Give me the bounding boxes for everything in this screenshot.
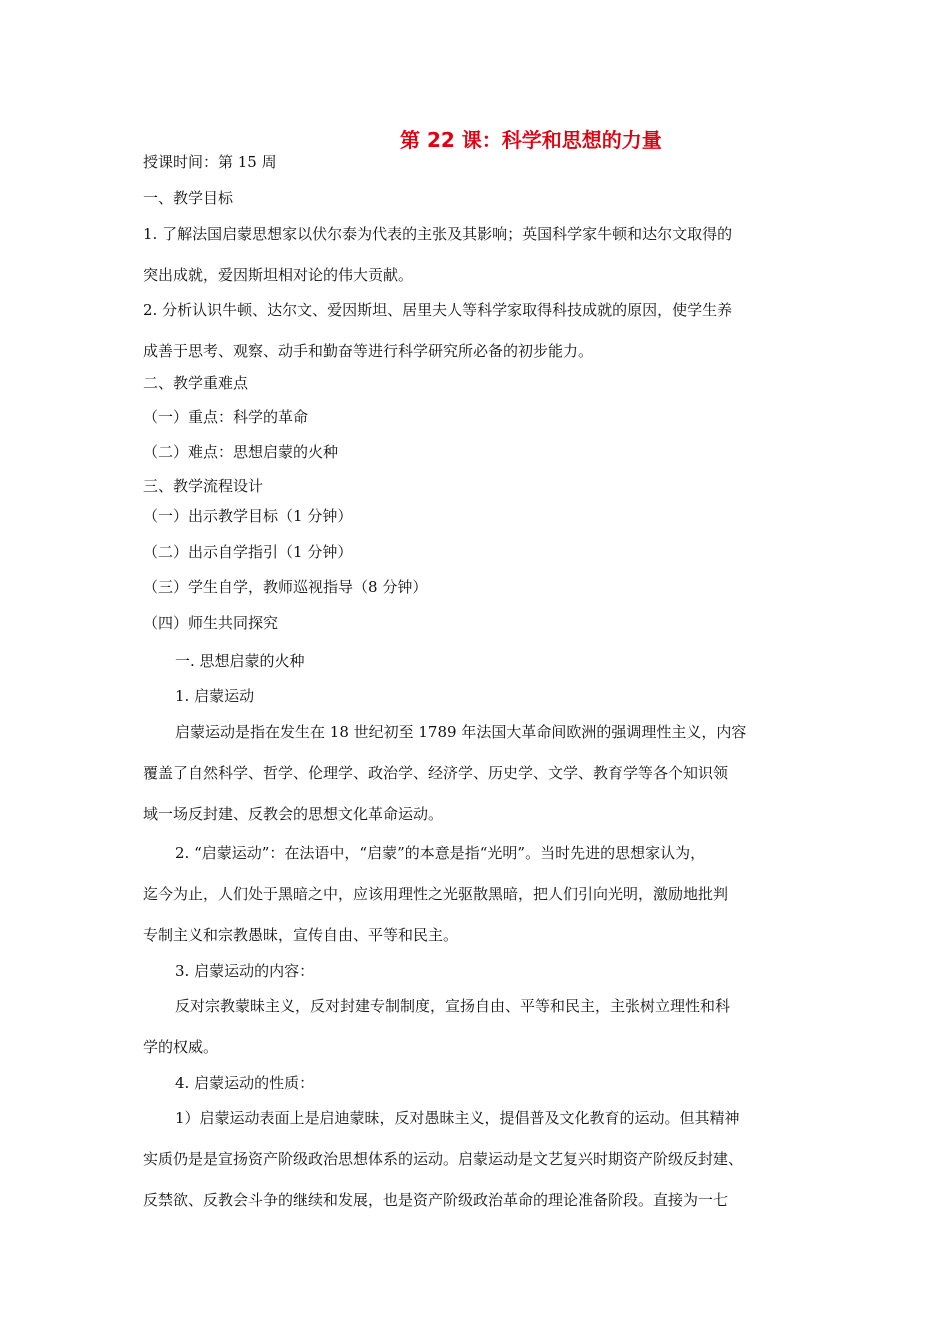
lesson-title: 第 22 课：科学和思想的力量 xyxy=(400,128,662,152)
teaching-time: 授课时间：第 15 周 xyxy=(143,153,277,171)
key-point: （一）重点：科学的革命 xyxy=(143,408,309,426)
goal-1-line-1: 1. 了解法国启蒙思想家以伏尔泰为代表的主张及其影响；英国科学家牛顿和达尔文取得的 xyxy=(143,225,733,243)
process-step-4: （四）师生共同探究 xyxy=(143,614,279,632)
item-3-text-line-1: 反对宗教蒙昧主义，反对封建专制制度，宣扬自由、平等和民主，主张树立理性和科 xyxy=(175,997,731,1015)
subheading-enlightenment: 一. 思想启蒙的火种 xyxy=(175,652,305,670)
section-heading-process: 三、教学流程设计 xyxy=(143,477,264,495)
process-step-2: （二）出示自学指引（1 分钟） xyxy=(143,543,353,561)
process-step-3: （三）学生自学，教师巡视指导（8 分钟） xyxy=(143,578,428,596)
item-4-heading: 4. 启蒙运动的性质： xyxy=(175,1074,315,1092)
difficult-point: （二）难点：思想启蒙的火种 xyxy=(143,443,339,461)
item-1-text-line-1: 启蒙运动是指在发生在 18 世纪初至 1789 年法国大革命间欧洲的强调理性主义，内容 xyxy=(175,723,747,741)
goal-2-line-1: 2. 分析认识牛顿、达尔文、爱因斯坦、居里夫人等科学家取得科技成就的原因，使学生养 xyxy=(143,301,733,319)
item-2-text-line-3: 专制主义和宗教愚昧，宣传自由、平等和民主。 xyxy=(143,926,459,944)
section-heading-key-points: 二、教学重难点 xyxy=(143,374,249,392)
item-4-text-line-1: 1）启蒙运动表面上是启迪蒙昧，反对愚昧主义，提倡普及文化教育的运动。但其精神 xyxy=(175,1109,740,1127)
item-1-text-line-2: 覆盖了自然科学、哲学、伦理学、政治学、经济学、历史学、文学、教育学等各个知识领 xyxy=(143,764,729,782)
item-1-text-line-3: 域一场反封建、反教会的思想文化革命运动。 xyxy=(143,805,444,823)
goal-2-line-2: 成善于思考、观察、动手和勤奋等进行科学研究所必备的初步能力。 xyxy=(143,342,594,360)
goal-1-line-2: 突出成就，爱因斯坦相对论的伟大贡献。 xyxy=(143,266,414,284)
item-3-heading: 3. 启蒙运动的内容： xyxy=(175,962,315,980)
item-2-text-line-2: 迄今为止，人们处于黑暗之中，应该用理性之光驱散黑暗，把人们引向光明，激励地批判 xyxy=(143,885,729,903)
item-1-heading: 1. 启蒙运动 xyxy=(175,687,255,705)
section-heading-goals: 一、教学目标 xyxy=(143,189,234,207)
item-2-text-line-1: 2. “启蒙运动”：在法语中，“启蒙”的本意是指“光明”。当时先进的思想家认为， xyxy=(175,844,706,862)
item-4-text-line-3: 反禁欲、反教会斗争的继续和发展，也是资产阶级政治革命的理论准备阶段。直接为一七 xyxy=(143,1191,729,1209)
process-step-1: （一）出示教学目标（1 分钟） xyxy=(143,507,353,525)
item-3-text-line-2: 学的权威。 xyxy=(143,1038,219,1056)
item-4-text-line-2: 实质仍是是宣扬资产阶级政治思想体系的运动。启蒙运动是文艺复兴时期资产阶级反封建、 xyxy=(143,1150,744,1168)
